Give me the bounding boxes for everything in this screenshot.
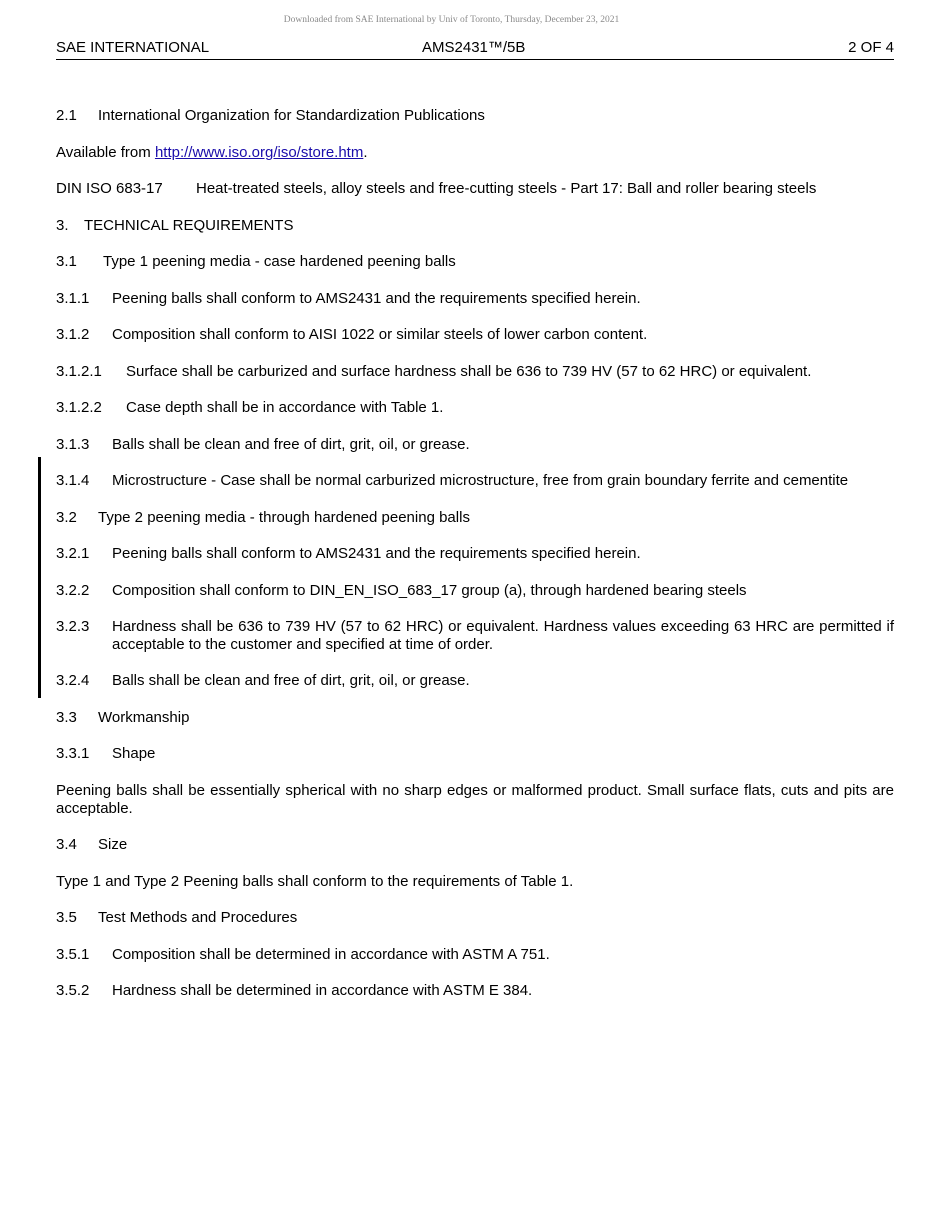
section-text: Balls shall be clean and free of dirt, grit, oil, or grease.: [112, 672, 470, 689]
section-text: Case depth shall be in accordance with Table 1.: [126, 399, 444, 416]
section-title: Size: [98, 836, 128, 853]
section-title: Workmanship: [98, 709, 190, 726]
header-publisher: SAE INTERNATIONAL: [56, 39, 210, 56]
section-text: Hardness shall be determined in accordance with ASTM E 384.: [112, 982, 533, 999]
section-text: Peening balls shall conform to AMS2431 and the requirements specified herein.: [112, 545, 641, 562]
availability-prefix: Available from: [56, 144, 155, 161]
availability-line: [56, 144, 368, 162]
section-number: 3.1: [56, 253, 77, 270]
section-number: 2.1: [56, 107, 77, 124]
section-number: 3.5: [56, 909, 77, 926]
section-number: 3.2.4: [56, 672, 90, 689]
section-title: TECHNICAL REQUIREMENTS: [84, 217, 294, 234]
section-text: Microstructure - Case shall be normal carburized microstructure, free from grain boundary ferrite and cementite: [112, 472, 849, 489]
header-document-number: AMS2431™/5B: [422, 39, 526, 56]
section-text: Composition shall be determined in accordance with ASTM A 751.: [112, 946, 550, 963]
reference-id: DIN ISO 683-17: [56, 180, 163, 197]
section-number: 3.: [56, 217, 69, 234]
section-number: 3.3.1: [56, 745, 90, 762]
section-number: 3.1.3: [56, 436, 90, 453]
section-title: Test Methods and Procedures: [98, 909, 298, 926]
section-text: Balls shall be clean and free of dirt, grit, oil, or grease.: [112, 436, 470, 453]
section-number: 3.3: [56, 709, 77, 726]
section-number: 3.5.1: [56, 946, 90, 963]
section-number: 3.2.2: [56, 582, 90, 599]
section-text: Composition shall conform to DIN_EN_ISO_683_17 group (a), through hardened bearing steels: [112, 582, 747, 599]
iso-store-link[interactable]: http://www.iso.org/iso/store.htm: [154, 144, 364, 161]
section-text: Peening balls shall conform to AMS2431 and the requirements specified herein.: [112, 290, 641, 307]
page-header: [56, 37, 894, 60]
section-number: 3.1.1: [56, 290, 90, 307]
section-number: 3.1.2.1: [56, 363, 102, 380]
section-number: 3.5.2: [56, 982, 90, 999]
shape-paragraph: Peening balls shall be essentially spherical with no sharp edges or malformed product. Small surface flats, cuts and pits are acceptable.: [56, 782, 894, 817]
section-title: International Organization for Standardization Publications: [98, 107, 485, 124]
section-3-2-3-text: Hardness shall be 636 to 739 HV (57 to 62 HRC) or equivalent. Hardness values exceeding 63 HRC are permitted if acceptable to the customer and specified at time of order.: [112, 618, 894, 653]
download-watermark: Downloaded from SAE International by Univ of Toronto, Thursday, December 23, 2021: [283, 15, 620, 25]
section-number: 3.2: [56, 509, 77, 526]
size-paragraph: Type 1 and Type 2 Peening balls shall conform to the requirements of Table 1.: [56, 873, 574, 890]
revision-change-bar: [38, 457, 41, 698]
section-title: Type 2 peening media - through hardened peening balls: [98, 509, 470, 526]
section-text: Surface shall be carburized and surface hardness shall be 636 to 739 HV (57 to 62 HRC) or equivalent.: [126, 363, 812, 380]
section-text: Composition shall conform to AISI 1022 or similar steels of lower carbon content.: [112, 326, 648, 343]
section-number: 3.1.2.2: [56, 399, 102, 416]
availability-suffix: .: [363, 144, 368, 161]
section-number: 3.1.4: [56, 472, 90, 489]
section-number: 3.2.3: [56, 618, 90, 635]
section-title: Shape: [112, 745, 156, 762]
section-number: 3.2.1: [56, 545, 90, 562]
section-number: 3.4: [56, 836, 77, 853]
section-title: Type 1 peening media - case hardened peening balls: [103, 253, 456, 270]
section-number: 3.1.2: [56, 326, 90, 343]
header-page-number: 2 OF 4: [848, 39, 894, 56]
reference-title: Heat-treated steels, alloy steels and free-cutting steels - Part 17: Ball and roller bearing steels: [196, 180, 817, 197]
